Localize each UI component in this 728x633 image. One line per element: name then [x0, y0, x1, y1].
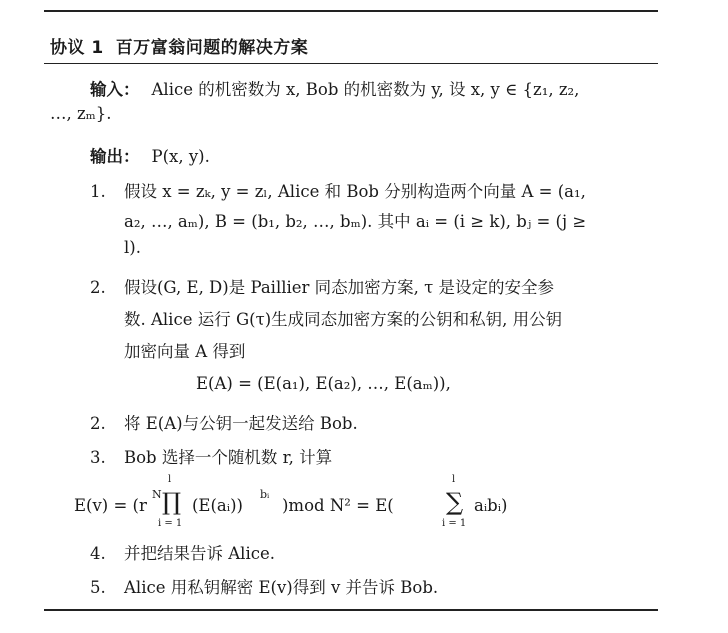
step-2-line-1: 2. 假设(G, E, D)是 Paillier 同态加密方案, τ 是设定的安全参 — [90, 278, 555, 297]
step-5-line: 5. Alice 用私钥解密 E(v)得到 v 并告诉 Bob. — [90, 578, 439, 597]
step-1-line-2: a₂, …, aₘ), B = (b₁, b₂, …, bₘ). 其中 aᵢ = (i ≥ k), bⱼ = (j ≥ — [124, 212, 587, 231]
output-line — [90, 143, 210, 167]
step-3-line: 3. Bob 选择一个随机数 r, 计算 — [90, 448, 333, 467]
encrypted-vector-equation: E(A) = (E(a₁), E(a₂), …, E(aₘ)), — [196, 374, 451, 393]
step-number: 1. — [90, 182, 106, 201]
step-number: 4. — [90, 544, 106, 563]
input-line-1 — [90, 76, 579, 100]
protocol-name: 百万富翁问题的解决方案 — [115, 38, 309, 58]
input-text-1: Alice 的机密数为 x, Bob 的机密数为 y, 设 x, y ∈ {z₁, z₂, — [151, 80, 580, 99]
input-label: 输入： — [90, 80, 140, 99]
prod-bottom: i = 1 — [158, 518, 183, 529]
prod-top: l — [168, 474, 172, 485]
formula-sup-b: bᵢ — [260, 488, 270, 501]
sum-body: aᵢbᵢ) — [474, 496, 508, 515]
step-number: 2. — [90, 278, 106, 297]
step-send-line: 2. 将 E(A)与公钥一起发送给 Bob. — [90, 414, 358, 433]
formula-sup-n: N — [152, 488, 162, 501]
formula-left: E(v) = (r — [74, 496, 147, 515]
step-1-line-3: l). — [124, 238, 141, 257]
step-number: 2. — [90, 414, 106, 433]
step-number: 5. — [90, 578, 106, 597]
homomorphic-formula — [74, 474, 634, 536]
title-rule — [44, 63, 658, 64]
protocol-number: 协议 1 — [50, 38, 104, 58]
step-number: 3. — [90, 448, 106, 467]
top-rule — [44, 10, 658, 12]
step-4-line: 4. 并把结果告诉 Alice. — [90, 544, 275, 563]
product-symbol: ∏ — [162, 488, 182, 516]
output-label: 输出： — [90, 147, 140, 166]
sum-bottom: i = 1 — [442, 518, 467, 529]
formula-inner: (E(aᵢ)) — [192, 496, 243, 515]
output-text: P(x, y). — [151, 147, 210, 166]
input-line-2: …, zₘ}. — [50, 104, 112, 123]
step-1-line-1: 1. 假设 x = zₖ, y = zₗ, Alice 和 Bob 分别构造两个向量 A = (a₁, — [90, 182, 586, 201]
formula-mod: )mod N² = E( — [282, 496, 394, 515]
sum-symbol: ∑ — [446, 488, 464, 516]
sum-top: l — [452, 474, 456, 485]
protocol-title — [50, 33, 308, 58]
step-2-line-2: 数. Alice 运行 G(τ)生成同态加密方案的公钥和私钥, 用公钥 — [124, 310, 563, 329]
step-2-line-3: 加密向量 A 得到 — [124, 342, 246, 361]
bottom-rule — [44, 609, 658, 611]
